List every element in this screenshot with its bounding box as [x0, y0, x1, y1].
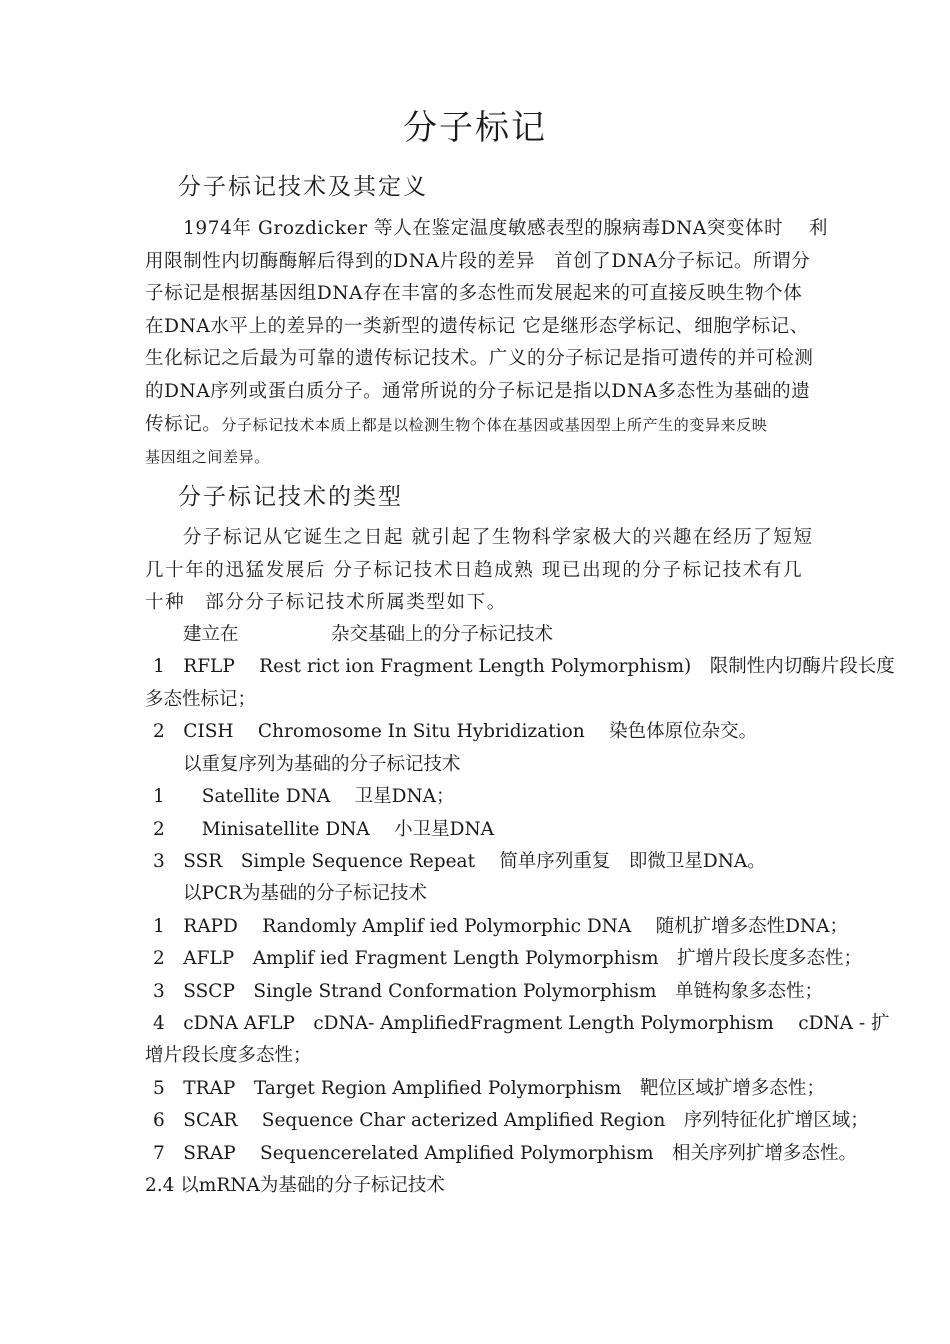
paragraph-line: 子标记是根据基因组DNA存在丰富的多态性而发展起来的可直接反映生物个体 — [145, 283, 803, 305]
list-line: 增片段长度多态性； — [145, 1045, 312, 1066]
paragraph-line: 1974年 Grozdicker 等人在鉴定温度敏感表型的腺病毒DNA突变体时 利 — [183, 218, 828, 239]
list-line: 1 RAPD Randomly Amplif ied Polymorphic DNA 随机扩增多态性DNA； — [153, 916, 848, 937]
paragraph-small-line: 基因组之间差异。 — [145, 448, 270, 467]
list-line: 以PCR为基础的分子标记技术 — [183, 883, 428, 904]
list-line: 2.4 以mRNA为基础的分子标记技术 — [145, 1175, 445, 1196]
list-line: 5 TRAP Target Region Amplified Polymorphism 靶位区域扩增多态性； — [153, 1078, 825, 1099]
list-line: 3 SSCP Single Strand Conformation Polymorphism 单链构象多态性； — [153, 981, 823, 1002]
section-heading-types: 分子标记技术的类型 — [178, 484, 403, 510]
list-line: 3 SSR Simple Sequence Repeat 简单序列重复 即微卫星DNA。 — [153, 851, 766, 872]
paragraph-line — [145, 409, 817, 442]
list-line: 2 AFLP Amplif ied Fragment Length Polymorphism 扩增片段长度多态性； — [153, 948, 863, 969]
section-heading-definition: 分子标记技术及其定义 — [178, 174, 428, 200]
page-title: 分子标记 — [403, 108, 547, 148]
list-line: 以重复序列为基础的分子标记技术 — [183, 754, 461, 775]
paragraph-text: 传标记。 — [145, 413, 222, 435]
list-line: 1 RFLP Rest rict ion Fragment Length Polymorphism) 限制性内切酶片段长度 — [153, 656, 895, 677]
paragraph-line: 生化标记之后最为可靠的遗传标记技术。广义的分子标记是指可遗传的并可检测 — [145, 348, 814, 370]
paragraph-line: 用限制性内切酶酶解后得到的DNA片段的差异 首创了DNA分子标记。所谓分 — [145, 250, 811, 272]
list-line: 建立在 杂交基础上的分子标记技术 — [183, 624, 554, 645]
list-line: 2 CISH Chromosome In Situ Hybridization 染色体原位杂交。 — [153, 721, 758, 742]
list-line: 7 SRAP Sequencerelated Amplified Polymorphism 相关序列扩增多态性。 — [153, 1143, 857, 1164]
list-line: 2 Minisatellite DNA 小卫星DNA — [153, 819, 495, 840]
list-line: 4 cDNA AFLP cDNA- AmplifiedFragment Length Polymorphism cDNA - 扩 — [153, 1013, 890, 1034]
paragraph-line: 在DNA水平上的差异的一类新型的遗传标记 它是继形态学标记、细胞学标记、 — [145, 315, 809, 337]
paragraph-definition — [145, 213, 828, 474]
paragraph-small-text: 分子标记技术本质上都是以检测生物个体在基因或基因型上所产生的变异来反映 — [221, 415, 768, 434]
list-line: 1 Satellite DNA 卫星DNA； — [153, 786, 455, 807]
list-line: 多态性标记； — [145, 689, 257, 710]
paragraph-types — [145, 522, 817, 620]
paragraph-line: 的DNA序列或蛋白质分子。通常所说的分子标记是指以DNA多态性为基础的遗 — [145, 380, 811, 402]
paragraph-line: 几十年的迅猛发展后 分子标记技术日趋成熟 现已出现的分子标记技术有几 — [145, 559, 804, 581]
paragraph-line: 分子标记从它诞生之日起 就引起了生物科学家极大的兴趣在经历了短短 — [183, 527, 814, 548]
list-line: 6 SCAR Sequence Char acterized Amplified Region 序列特征化扩增区域； — [153, 1110, 869, 1131]
paragraph-line: 十种 部分分子标记技术所属类型如下。 — [145, 592, 507, 614]
